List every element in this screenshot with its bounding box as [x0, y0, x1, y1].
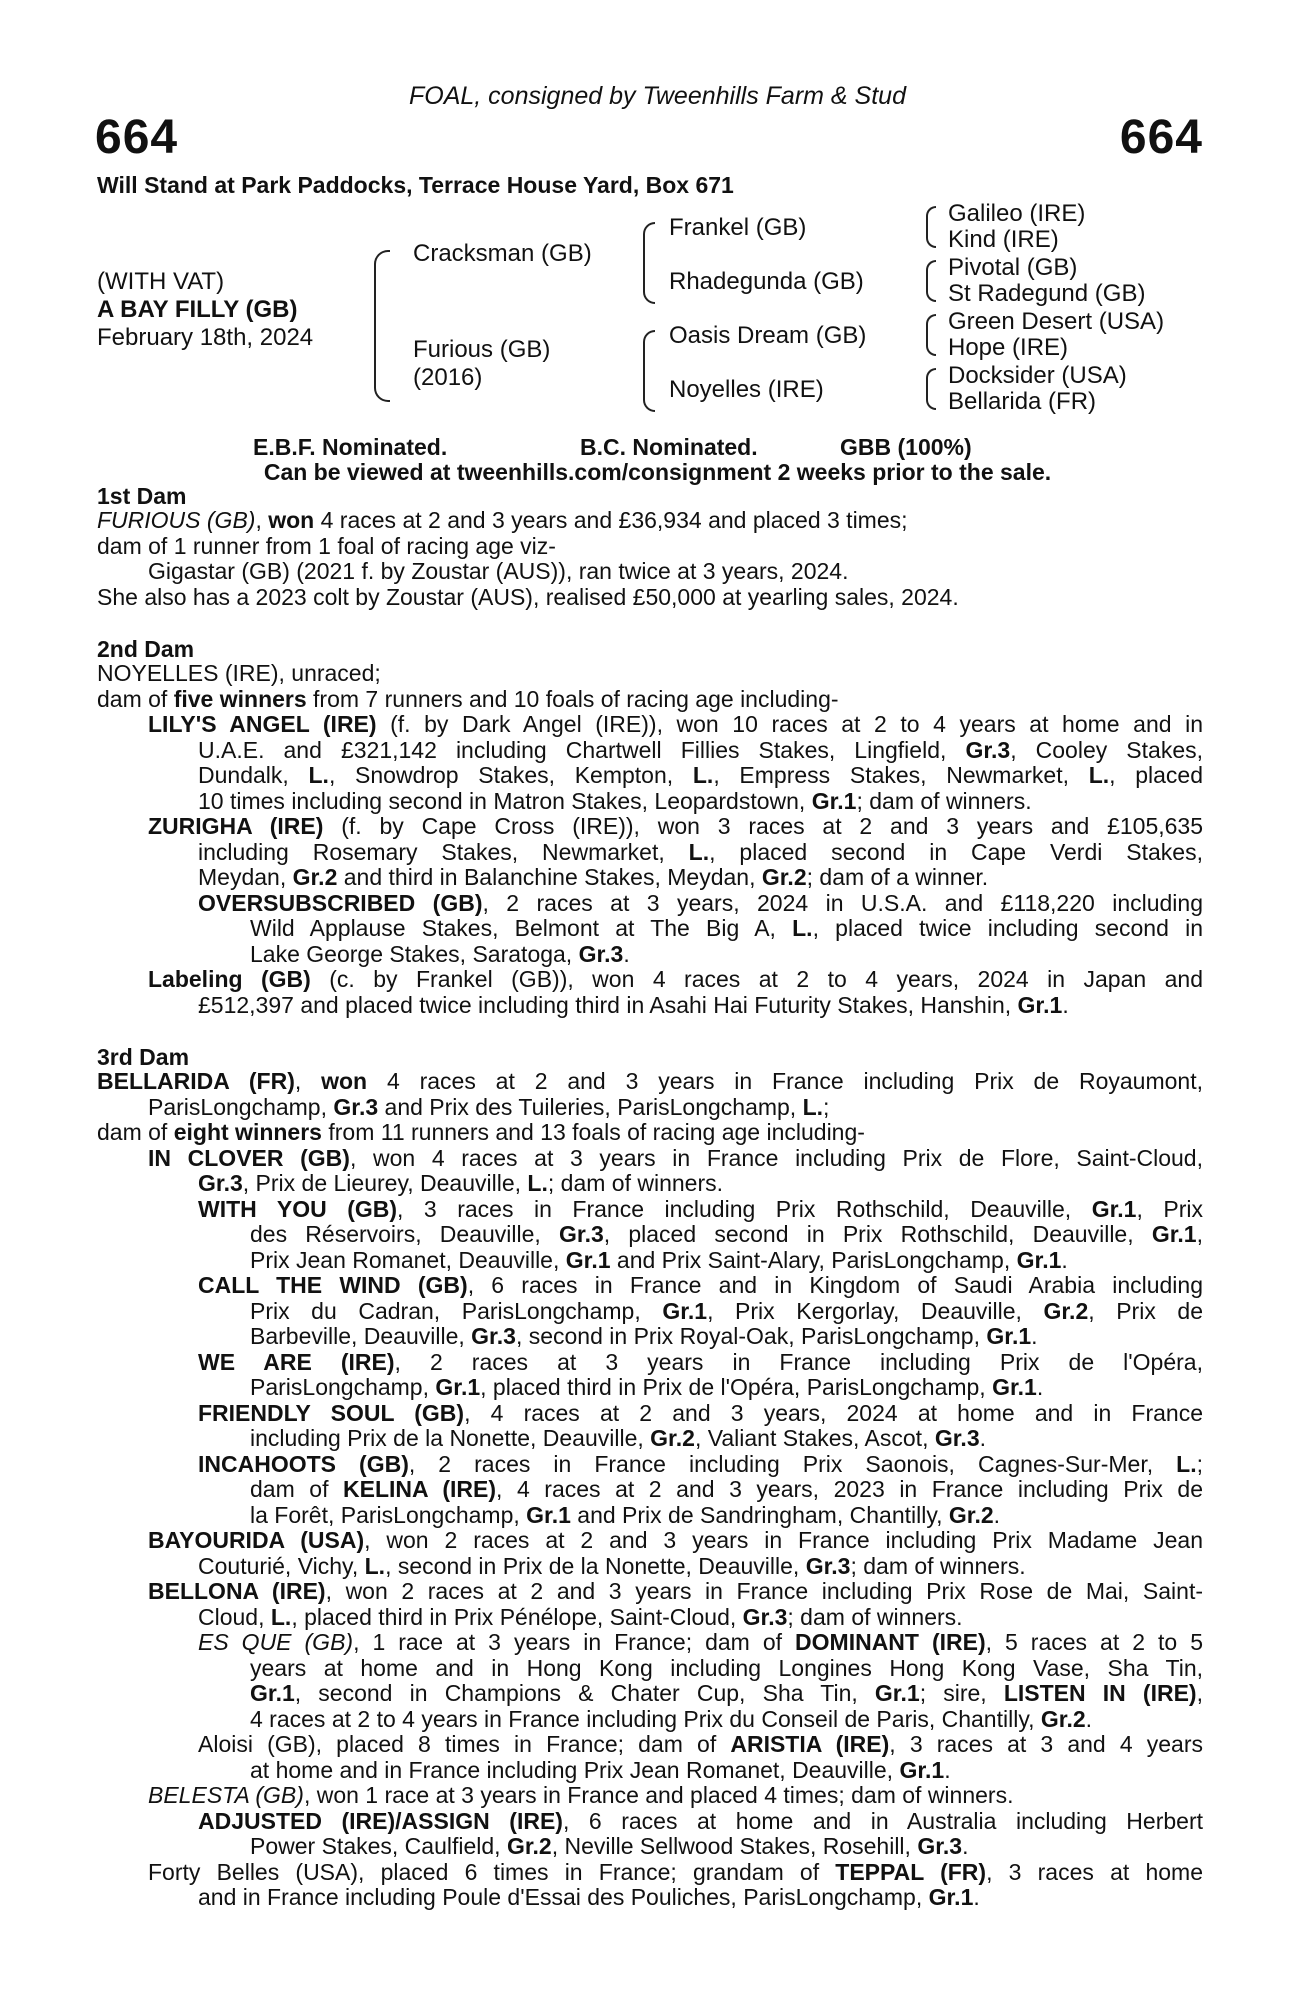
pedigree-text-line: ParisLongchamp, Gr.1, placed third in Prix de l'Opéra, ParisLongchamp, Gr.1.: [250, 1374, 1044, 1400]
pedigree-text-line: U.A.E. and £321,142 including Chartwell Fillies Stakes, Lingfield, Gr.3, Cooley Stakes,: [198, 736, 1204, 763]
ebf-nomination: E.B.F. Nominated.: [253, 434, 448, 460]
pedigree-text-line: Cloud, L., placed third in Prix Pénélope, Saint-Cloud, Gr.3; dam of winners.: [198, 1603, 963, 1630]
ssd-name: Kind (IRE): [948, 226, 1059, 253]
viewing-note: Can be viewed at tweenhills.com/consignment 2 weeks prior to the sale.: [263, 459, 1052, 485]
pedigree-text-line: Gr.1, second in Champions & Chater Cup, Sha Tin, Gr.1; sire, LISTEN IN (IRE),: [250, 1680, 1203, 1706]
pedigree-brace-dam: [643, 330, 655, 412]
pedigree-brace-ds: [926, 314, 936, 356]
pedigree-text-line: Prix du Cadran, ParisLongchamp, Gr.1, Prix Kergorlay, Deauville, Gr.2, Prix de: [250, 1297, 1203, 1324]
sire-name: Cracksman (GB): [413, 240, 592, 267]
consignor-line: FOAL, consigned by Tweenhills Farm & Stud: [409, 82, 906, 110]
pedigree-text-line: OVERSUBSCRIBED (GB), 2 races at 3 years, 2024 in U.S.A. and £118,220 including: [198, 889, 1203, 916]
pedigree-brace-dd: [926, 368, 936, 410]
pedigree-text-line: Prix Jean Romanet, Deauville, Gr.1 and Prix Saint-Alary, ParisLongchamp, Gr.1.: [250, 1246, 1068, 1273]
pedigree-text-line: BELLARIDA (FR), won 4 races at 2 and 3 years in France including Prix de Royaumont,: [97, 1068, 1203, 1094]
pedigree-text-line: dam of KELINA (IRE), 4 races at 2 and 3 years, 2023 in France including Prix de: [250, 1476, 1203, 1502]
pedigree-text-line: and in France including Poule d'Essai des Pouliches, ParisLongchamp, Gr.1.: [198, 1884, 980, 1910]
pedigree-text-line: Gr.3, Prix de Lieurey, Deauville, L.; dam of winners.: [198, 1170, 724, 1196]
pedigree-text-line: ZURIGHA (IRE) (f. by Cape Cross (IRE)), won 3 races at 2 and 3 years and £105,635: [148, 813, 1203, 839]
dsd-name: Hope (IRE): [948, 334, 1069, 361]
pedigree-text-line: ADJUSTED (IRE)/ASSIGN (IRE), 6 races at home and in Australia including Herbert: [198, 1807, 1203, 1834]
ddd-name: Bellarida (FR): [948, 388, 1097, 415]
pedigree-text-line: WITH YOU (GB), 3 races in France including Prix Rothschild, Deauville, Gr.1, Prix: [198, 1195, 1203, 1222]
second-dam-heading: 2nd Dam: [97, 636, 195, 662]
stand-location: Will Stand at Park Paddocks, Terrace House Yard, Box 671: [97, 172, 734, 198]
foaling-date: February 18th, 2024: [97, 324, 314, 351]
bc-nomination: B.C. Nominated.: [580, 434, 758, 460]
pedigree-text-line: Forty Belles (USA), placed 6 times in France; grandam of TEPPAL (FR), 3 races at home: [148, 1858, 1203, 1885]
pedigree-text-line: dam of five winners from 7 runners and 10 foals of racing age including-: [97, 685, 839, 712]
pedigree-text-line: ParisLongchamp, Gr.3 and Prix des Tuileries, ParisLongchamp, L.;: [148, 1093, 830, 1120]
pedigree-text-line: FURIOUS (GB), won 4 races at 2 and 3 years and £36,934 and placed 3 times;: [97, 507, 908, 533]
pedigree-text-line: INCAHOOTS (GB), 2 races in France including Prix Saonois, Cagnes-Sur-Mer, L.;: [198, 1450, 1203, 1477]
dss-name: Green Desert (USA): [948, 308, 1165, 335]
sire-sire: Frankel (GB): [669, 214, 807, 241]
pedigree-text-line: CALL THE WIND (GB), 6 races in France and in Kingdom of Saudi Arabia including: [198, 1272, 1203, 1298]
pedigree-brace-main: [374, 250, 390, 402]
pedigree-text-line: LILY'S ANGEL (IRE) (f. by Dark Angel (IRE)), won 10 races at 2 to 4 years at home and in: [148, 711, 1203, 737]
pedigree-text-line: at home and in France including Prix Jean Romanet, Deauville, Gr.1.: [250, 1756, 951, 1783]
pedigree-brace-sire: [643, 222, 655, 304]
pedigree-text-line: FRIENDLY SOUL (GB), 4 races at 2 and 3 years, 2024 at home and in France: [198, 1399, 1203, 1426]
pedigree-text-line: £512,397 and placed twice including third in Asahi Hai Futurity Stakes, Hanshin, Gr.1.: [198, 991, 1069, 1018]
pedigree-text-line: dam of eight winners from 11 runners and 13 foals of racing age including-: [97, 1119, 865, 1145]
pedigree-text-line: Aloisi (GB), placed 8 times in France; dam of ARISTIA (IRE), 3 races at 3 and 4 years: [198, 1731, 1203, 1757]
pedigree-text-line: 4 races at 2 to 4 years in France including Prix du Conseil de Paris, Chantilly, Gr.2.: [250, 1705, 1093, 1732]
pedigree-text-line: Gigastar (GB) (2021 f. by Zoustar (AUS)), ran twice at 3 years, 2024.: [148, 558, 849, 584]
dam-name: Furious (GB): [413, 336, 551, 363]
first-dam-heading: 1st Dam: [97, 483, 187, 509]
pedigree-text-line: BELLONA (IRE), won 2 races at 2 and 3 years in France including Prix Rose de Mai, Saint-: [148, 1578, 1203, 1604]
dam-year: (2016): [413, 364, 483, 391]
pedigree-text-line: des Réservoirs, Deauville, Gr.3, placed second in Prix Rothschild, Deauville, Gr.1,: [250, 1221, 1203, 1247]
pedigree-text-line: NOYELLES (IRE), unraced;: [97, 660, 381, 686]
pedigree-brace-sd: [926, 260, 936, 302]
dam-sire: Oasis Dream (GB): [669, 322, 867, 349]
pedigree-text-line: la Forêt, ParisLongchamp, Gr.1 and Prix de Sandringham, Chantilly, Gr.2.: [250, 1501, 1001, 1528]
pedigree-text-line: Wild Applause Stakes, Belmont at The Big A, L., placed twice including second in: [250, 915, 1203, 941]
dam-dam: Noyelles (IRE): [669, 376, 824, 403]
lot-number-left: 664: [95, 111, 179, 164]
pedigree-text-line: Dundalk, L., Snowdrop Stakes, Kempton, L., Empress Stakes, Newmarket, L., placed: [198, 762, 1204, 788]
sds-name: Pivotal (GB): [948, 254, 1078, 281]
pedigree-text-line: Labeling (GB) (c. by Frankel (GB)), won 4 races at 2 to 4 years, 2024 in Japan and: [148, 966, 1203, 992]
sire-dam: Rhadegunda (GB): [669, 268, 864, 295]
pedigree-brace-ss: [926, 206, 936, 248]
pedigree-text-line: years at home and in Hong Kong including Longines Hong Kong Vase, Sha Tin,: [250, 1654, 1203, 1681]
sdd-name: St Radegund (GB): [948, 280, 1146, 307]
pedigree-text-line: 10 times including second in Matron Stakes, Leopardstown, Gr.1; dam of winners.: [198, 787, 1032, 814]
pedigree-text-line: Barbeville, Deauville, Gr.3, second in Prix Royal-Oak, ParisLongchamp, Gr.1.: [250, 1323, 1038, 1349]
vat-label: (WITH VAT): [97, 268, 225, 295]
horse-name: A BAY FILLY (GB): [97, 296, 298, 323]
pedigree-text-line: BAYOURIDA (USA), won 2 races at 2 and 3 years in France including Prix Madame Jean: [148, 1527, 1203, 1553]
pedigree-text-line: WE ARE (IRE), 2 races at 3 years in France including Prix de l'Opéra,: [198, 1348, 1203, 1375]
pedigree-text-line: Lake George Stakes, Saratoga, Gr.3.: [250, 940, 630, 967]
pedigree-text-line: Power Stakes, Caulfield, Gr.2, Neville Sellwood Stakes, Rosehill, Gr.3.: [250, 1833, 969, 1859]
pedigree-text-line: She also has a 2023 colt by Zoustar (AUS), realised £50,000 at yearling sales, 2024.: [97, 583, 959, 610]
pedigree-text-line: Couturié, Vichy, L., second in Prix de la Nonette, Deauville, Gr.3; dam of winners.: [198, 1552, 1026, 1579]
lot-number-right: 664: [1119, 111, 1203, 164]
pedigree-text-line: BELESTA (GB), won 1 race at 3 years in France and placed 4 times; dam of winners.: [148, 1782, 1014, 1808]
pedigree-text-line: Meydan, Gr.2 and third in Balanchine Stakes, Meydan, Gr.2; dam of a winner.: [198, 864, 989, 890]
pedigree-text-line: IN CLOVER (GB), won 4 races at 3 years in France including Prix de Flore, Saint-Cloud,: [148, 1144, 1203, 1171]
third-dam-heading: 3rd Dam: [97, 1044, 190, 1070]
pedigree-text-line: ES QUE (GB), 1 race at 3 years in France; dam of DOMINANT (IRE), 5 races at 2 to 5: [198, 1629, 1203, 1655]
pedigree-text-line: including Prix de la Nonette, Deauville, Gr.2, Valiant Stakes, Ascot, Gr.3.: [250, 1425, 987, 1451]
dds-name: Docksider (USA): [948, 362, 1127, 389]
gbb-status: GBB (100%): [840, 434, 972, 460]
pedigree-text-line: dam of 1 runner from 1 foal of racing age viz-: [97, 532, 556, 559]
sss-name: Galileo (IRE): [948, 200, 1086, 227]
pedigree-text-line: including Rosemary Stakes, Newmarket, L., placed second in Cape Verdi Stakes,: [198, 838, 1203, 865]
